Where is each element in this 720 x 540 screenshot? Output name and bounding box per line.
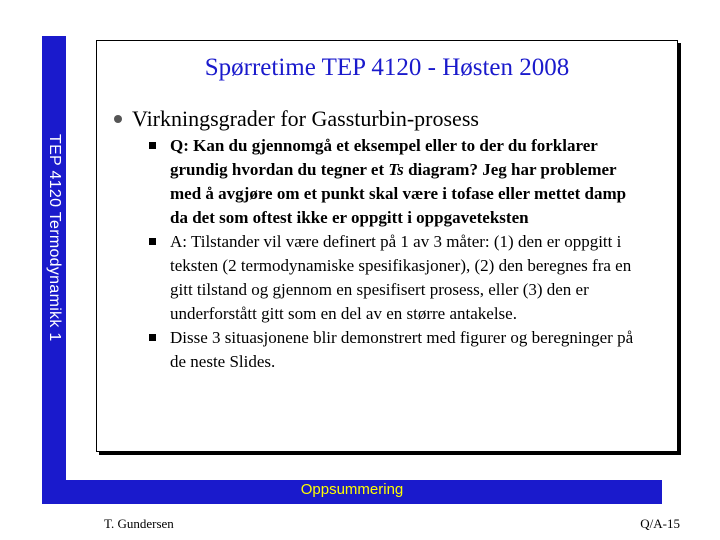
question-text-start: Q: Kan du gjennomgå et eksempel eller to der du forklarer grundig hvordan du tegner et [170,136,598,179]
footer-page-number: Q/A-15 [640,516,680,531]
square-bullet-icon [149,334,156,341]
main-bullet-text: Virkningsgrader for Gassturbin-prosess [132,106,479,131]
question-item [145,134,645,230]
question-text-italic: Ts [388,160,404,179]
square-bullet-icon [149,142,156,149]
note-item [145,326,645,374]
answer-text: A: Tilstander vil være definert på 1 av 3 måter: (1) den er oppgitt i teksten (2 termodynamiske spesifikasjoner), (2) den beregnes fra en gitt tilstand og gjennom en spesifisert prosess, eller (3) den er underforstått gitt som en del av en større antakelse. [170,232,632,323]
sidebar-course-text: TEP 4120 Termodynamikk 1 [46,134,63,342]
slide-title: Spørretime TEP 4120 - Høsten 2008 [204,54,570,81]
footer-author: T. Gundersen [104,516,174,531]
bullet-dot-icon [114,115,122,123]
sub-bullet-list [145,134,645,374]
answer-item [145,230,645,326]
main-bullet [114,106,479,132]
square-bullet-icon [149,238,156,245]
footer-section-label: Oppsummering [300,481,404,498]
note-text: Disse 3 situasjonene blir demonstrert med figurer og beregninger på de neste Slides. [170,328,634,371]
question-text-end: diagram? Jeg har problemer med å avgjøre om et punkt skal være i tofase eller mettet damp da det som oftest ikke er oppgitt i oppgaveteksten [170,160,627,227]
sidebar-course-label [42,36,66,488]
